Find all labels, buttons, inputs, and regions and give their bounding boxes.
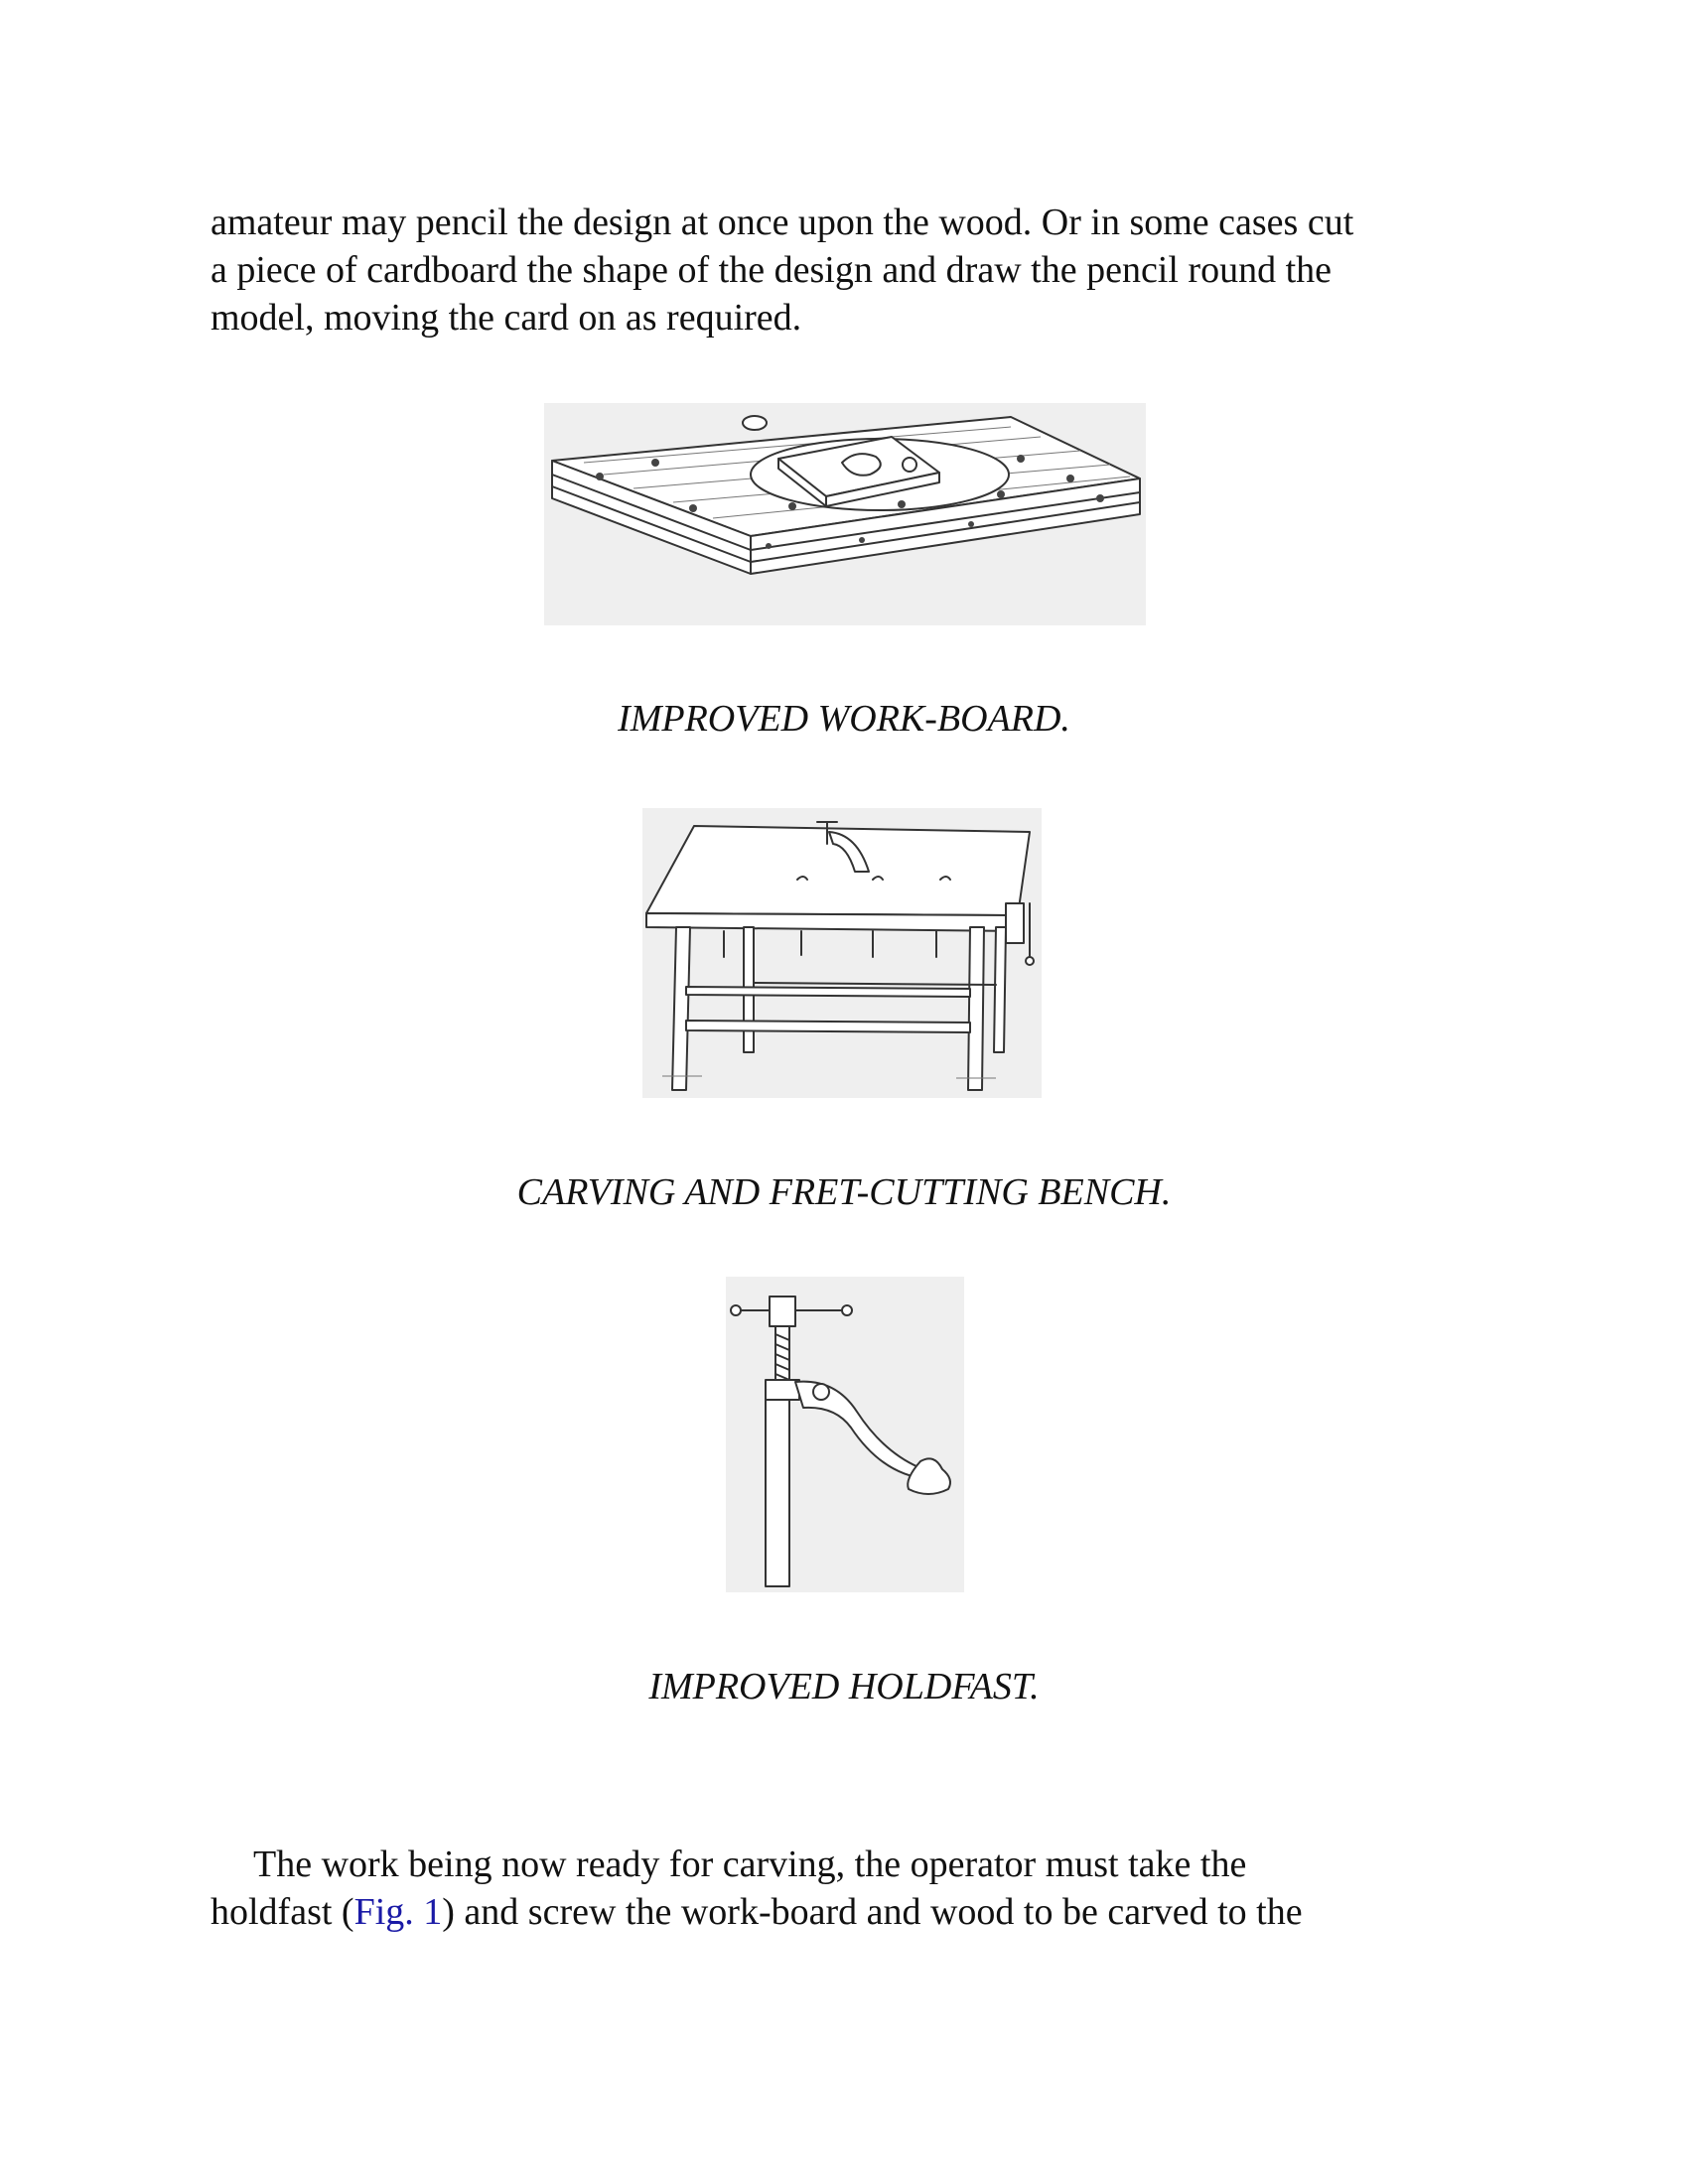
holdfast-illustration	[726, 1277, 964, 1592]
figure-caption: IMPROVED HOLDFAST.	[648, 1666, 1040, 1707]
carving-bench-illustration	[642, 808, 1042, 1098]
top-paragraph	[211, 199, 1501, 341]
paragraph-line: The work being now ready for carving, the operator must take the	[253, 1843, 1247, 1885]
paragraph-line: model, moving the card on as required.	[211, 297, 802, 339]
figure-1-link[interactable]: Fig. 1	[353, 1891, 443, 1933]
paragraph-line: a piece of cardboard the shape of the design and draw the pencil round the	[211, 249, 1332, 291]
bottom-paragraph	[211, 1841, 1501, 1936]
paragraph-text: holdfast (	[211, 1891, 354, 1933]
paragraph-text: ) and screw the work-board and wood to be carved to the	[442, 1891, 1303, 1933]
figure-caption: CARVING AND FRET-CUTTING BENCH.	[516, 1171, 1172, 1213]
paragraph-line	[211, 1888, 1501, 1936]
figure-caption: IMPROVED WORK-BOARD.	[618, 698, 1070, 740]
work-board-illustration	[544, 403, 1146, 625]
paragraph-line: amateur may pencil the design at once upon the wood. Or in some cases cut	[211, 202, 1354, 243]
